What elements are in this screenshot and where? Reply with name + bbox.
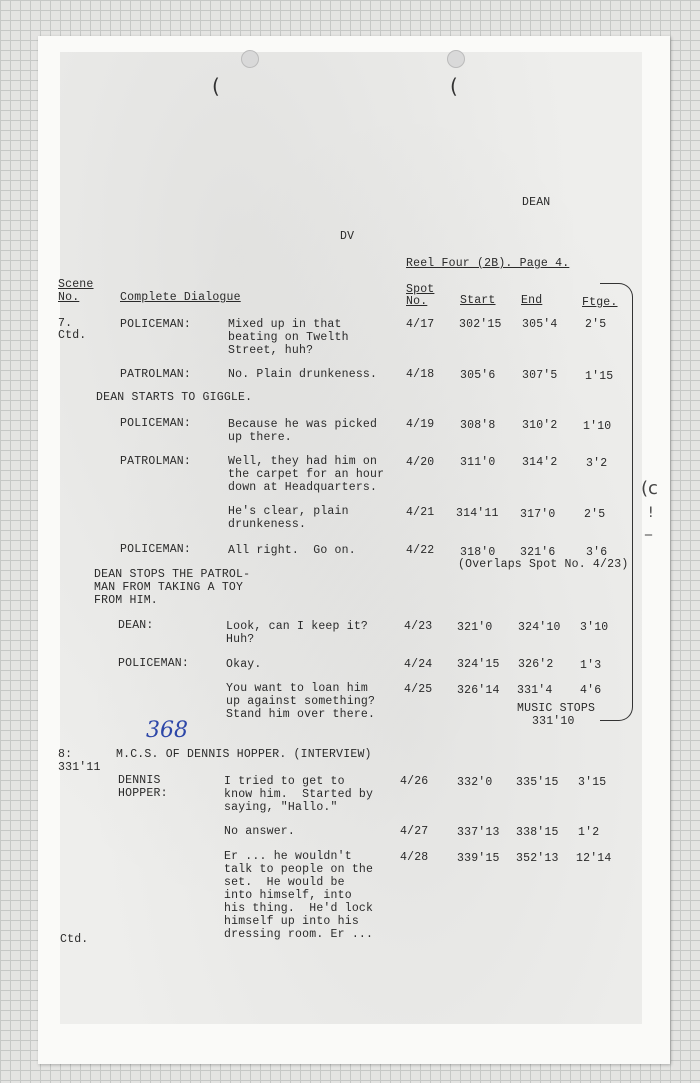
scene8-ctd: Ctd.: [60, 933, 89, 946]
row-spot: 4/22: [406, 544, 435, 557]
row-line: Look, can I keep it?: [226, 620, 369, 633]
row-line: No answer.: [224, 825, 296, 838]
col-end: End: [521, 294, 543, 307]
scene7-number: 7.: [58, 317, 73, 330]
action-giggle: DEAN STARTS TO GIGGLE.: [96, 391, 253, 404]
scene8-footage: 331'11: [58, 761, 101, 774]
col-spot-line1: Spot: [406, 283, 435, 296]
row-ftge: 3'10: [580, 621, 609, 634]
row-spot: 4/19: [406, 418, 435, 431]
row-line: He's clear, plain: [228, 505, 349, 518]
row-ftge: 3'6: [586, 546, 608, 559]
row-start: 326'14: [457, 684, 500, 697]
margin-mark-bar: !: [648, 505, 654, 521]
row-start: 302'15: [459, 318, 502, 331]
row-spot: 4/25: [404, 683, 433, 696]
row-line: up against something?: [226, 695, 376, 708]
row-ftge: 3'15: [578, 776, 607, 789]
row-end: 307'5: [522, 369, 558, 382]
row-ftge: 4'6: [580, 684, 602, 697]
row-line: Street, huh?: [228, 344, 314, 357]
scene7-ctd: Ctd.: [58, 329, 87, 342]
scene8-speaker: DENNIS: [118, 774, 161, 787]
col-scene-line1: Scene: [58, 278, 94, 291]
row-speaker: POLICEMAN:: [120, 318, 192, 331]
row-ftge: 3'2: [586, 457, 608, 470]
row-end: 317'0: [520, 508, 556, 521]
row-start: 339'15: [457, 852, 500, 865]
row-start: 324'15: [457, 658, 500, 671]
margin-mark-paren: (c: [641, 478, 658, 499]
row-ftge: 1'2: [578, 826, 600, 839]
music-stops-footage: 331'10: [532, 715, 575, 728]
row-ftge: 1'3: [580, 659, 602, 672]
ring-mark-left: (: [212, 74, 220, 98]
reel-page-title: Reel Four (2B). Page 4.: [406, 257, 570, 270]
row-end: 321'6: [520, 546, 556, 559]
punch-hole-left: [241, 50, 259, 68]
col-start: Start: [460, 294, 496, 307]
row-speaker: POLICEMAN:: [120, 417, 192, 430]
row-line: beating on Twelth: [228, 331, 349, 344]
row-speaker: POLICEMAN:: [118, 657, 190, 670]
action-stops-line: MAN FROM TAKING A TOY: [94, 581, 244, 594]
header-code: DV: [340, 230, 355, 243]
row-line: his thing. He'd lock: [224, 902, 374, 915]
row-spot: 4/24: [404, 658, 433, 671]
row-start: 311'0: [460, 456, 496, 469]
row-end: 338'15: [516, 826, 559, 839]
row-line: Huh?: [226, 633, 255, 646]
row-line: Mixed up in that: [228, 318, 342, 331]
row-line: himself up into his: [224, 915, 359, 928]
row-end: 352'13: [516, 852, 559, 865]
row-speaker: POLICEMAN:: [120, 543, 192, 556]
scene8-speaker: HOPPER:: [118, 787, 168, 800]
row-ftge: 12'14: [576, 852, 612, 865]
music-stops: MUSIC STOPS: [517, 702, 596, 715]
row-line: No. Plain drunkeness.: [228, 368, 378, 381]
row-line: You want to loan him: [226, 682, 369, 695]
row-spot: 4/21: [406, 506, 435, 519]
row-end: 314'2: [522, 456, 558, 469]
row-start: 308'8: [460, 419, 496, 432]
row-line: talk to people on the: [224, 863, 374, 876]
action-stops-line: DEAN STOPS THE PATROL-: [94, 568, 251, 581]
header-name: DEAN: [522, 196, 551, 209]
row-end: 335'15: [516, 776, 559, 789]
row-line: drunkeness.: [228, 518, 307, 531]
margin-bracket: [600, 283, 633, 721]
row-start: 337'13: [457, 826, 500, 839]
row-line: Stand him over there.: [226, 708, 376, 721]
row-line: dressing room. Er ...: [224, 928, 374, 941]
row-ftge: 2'5: [584, 508, 606, 521]
row-end: 305'4: [522, 318, 558, 331]
row-line: know him. Started by: [224, 788, 374, 801]
photocopy-area: [60, 52, 642, 1024]
row-speaker: PATROLMAN:: [120, 455, 192, 468]
row-spot: 4/18: [406, 368, 435, 381]
row-line: Okay.: [226, 658, 262, 671]
row-ftge: 1'10: [583, 420, 612, 433]
row-spot: 4/27: [400, 825, 429, 838]
row-end: 326'2: [518, 658, 554, 671]
row-start: 314'11: [456, 507, 499, 520]
row-line: the carpet for an hour: [228, 468, 385, 481]
col-ftge: Ftge.: [582, 296, 618, 309]
row-line: All right. Go on.: [228, 544, 356, 557]
col-scene-line2: No.: [58, 291, 80, 304]
row-ftge: 1'15: [585, 370, 614, 383]
scene8-number: 8:: [58, 748, 73, 761]
margin-mark-dash: _: [645, 520, 652, 536]
row-line: up there.: [228, 431, 292, 444]
row-line: I tried to get to: [224, 775, 345, 788]
row-line: set. He would be: [224, 876, 345, 889]
row-end: 324'10: [518, 621, 561, 634]
row-line: saying, "Hallo.": [224, 801, 338, 814]
row-ftge: 2'5: [585, 318, 607, 331]
punch-hole-right: [447, 50, 465, 68]
overlap-note: (Overlaps Spot No. 4/23): [458, 558, 629, 571]
row-spot: 4/26: [400, 775, 429, 788]
row-start: 318'0: [460, 546, 496, 559]
row-spot: 4/28: [400, 851, 429, 864]
row-line: into himself, into: [224, 889, 352, 902]
row-speaker: PATROLMAN:: [120, 368, 192, 381]
action-stops-line: FROM HIM.: [94, 594, 158, 607]
row-spot: 4/23: [404, 620, 433, 633]
row-start: 332'0: [457, 776, 493, 789]
row-speaker: DEAN:: [118, 619, 154, 632]
row-spot: 4/17: [406, 318, 435, 331]
scene8-title: M.C.S. OF DENNIS HOPPER. (INTERVIEW): [116, 748, 372, 761]
row-line: Because he was picked: [228, 418, 378, 431]
ring-mark-right: (: [450, 74, 458, 98]
row-line: down at Headquarters.: [228, 481, 378, 494]
row-line: Well, they had him on: [228, 455, 378, 468]
handwritten-note: 368: [146, 718, 188, 743]
row-spot: 4/20: [406, 456, 435, 469]
row-end: 310'2: [522, 419, 558, 432]
row-line: Er ... he wouldn't: [224, 850, 352, 863]
col-dialogue: Complete Dialogue: [120, 291, 241, 304]
row-start: 305'6: [460, 369, 496, 382]
row-end: 331'4: [517, 684, 553, 697]
col-spot-line2: No.: [406, 295, 428, 308]
row-start: 321'0: [457, 621, 493, 634]
